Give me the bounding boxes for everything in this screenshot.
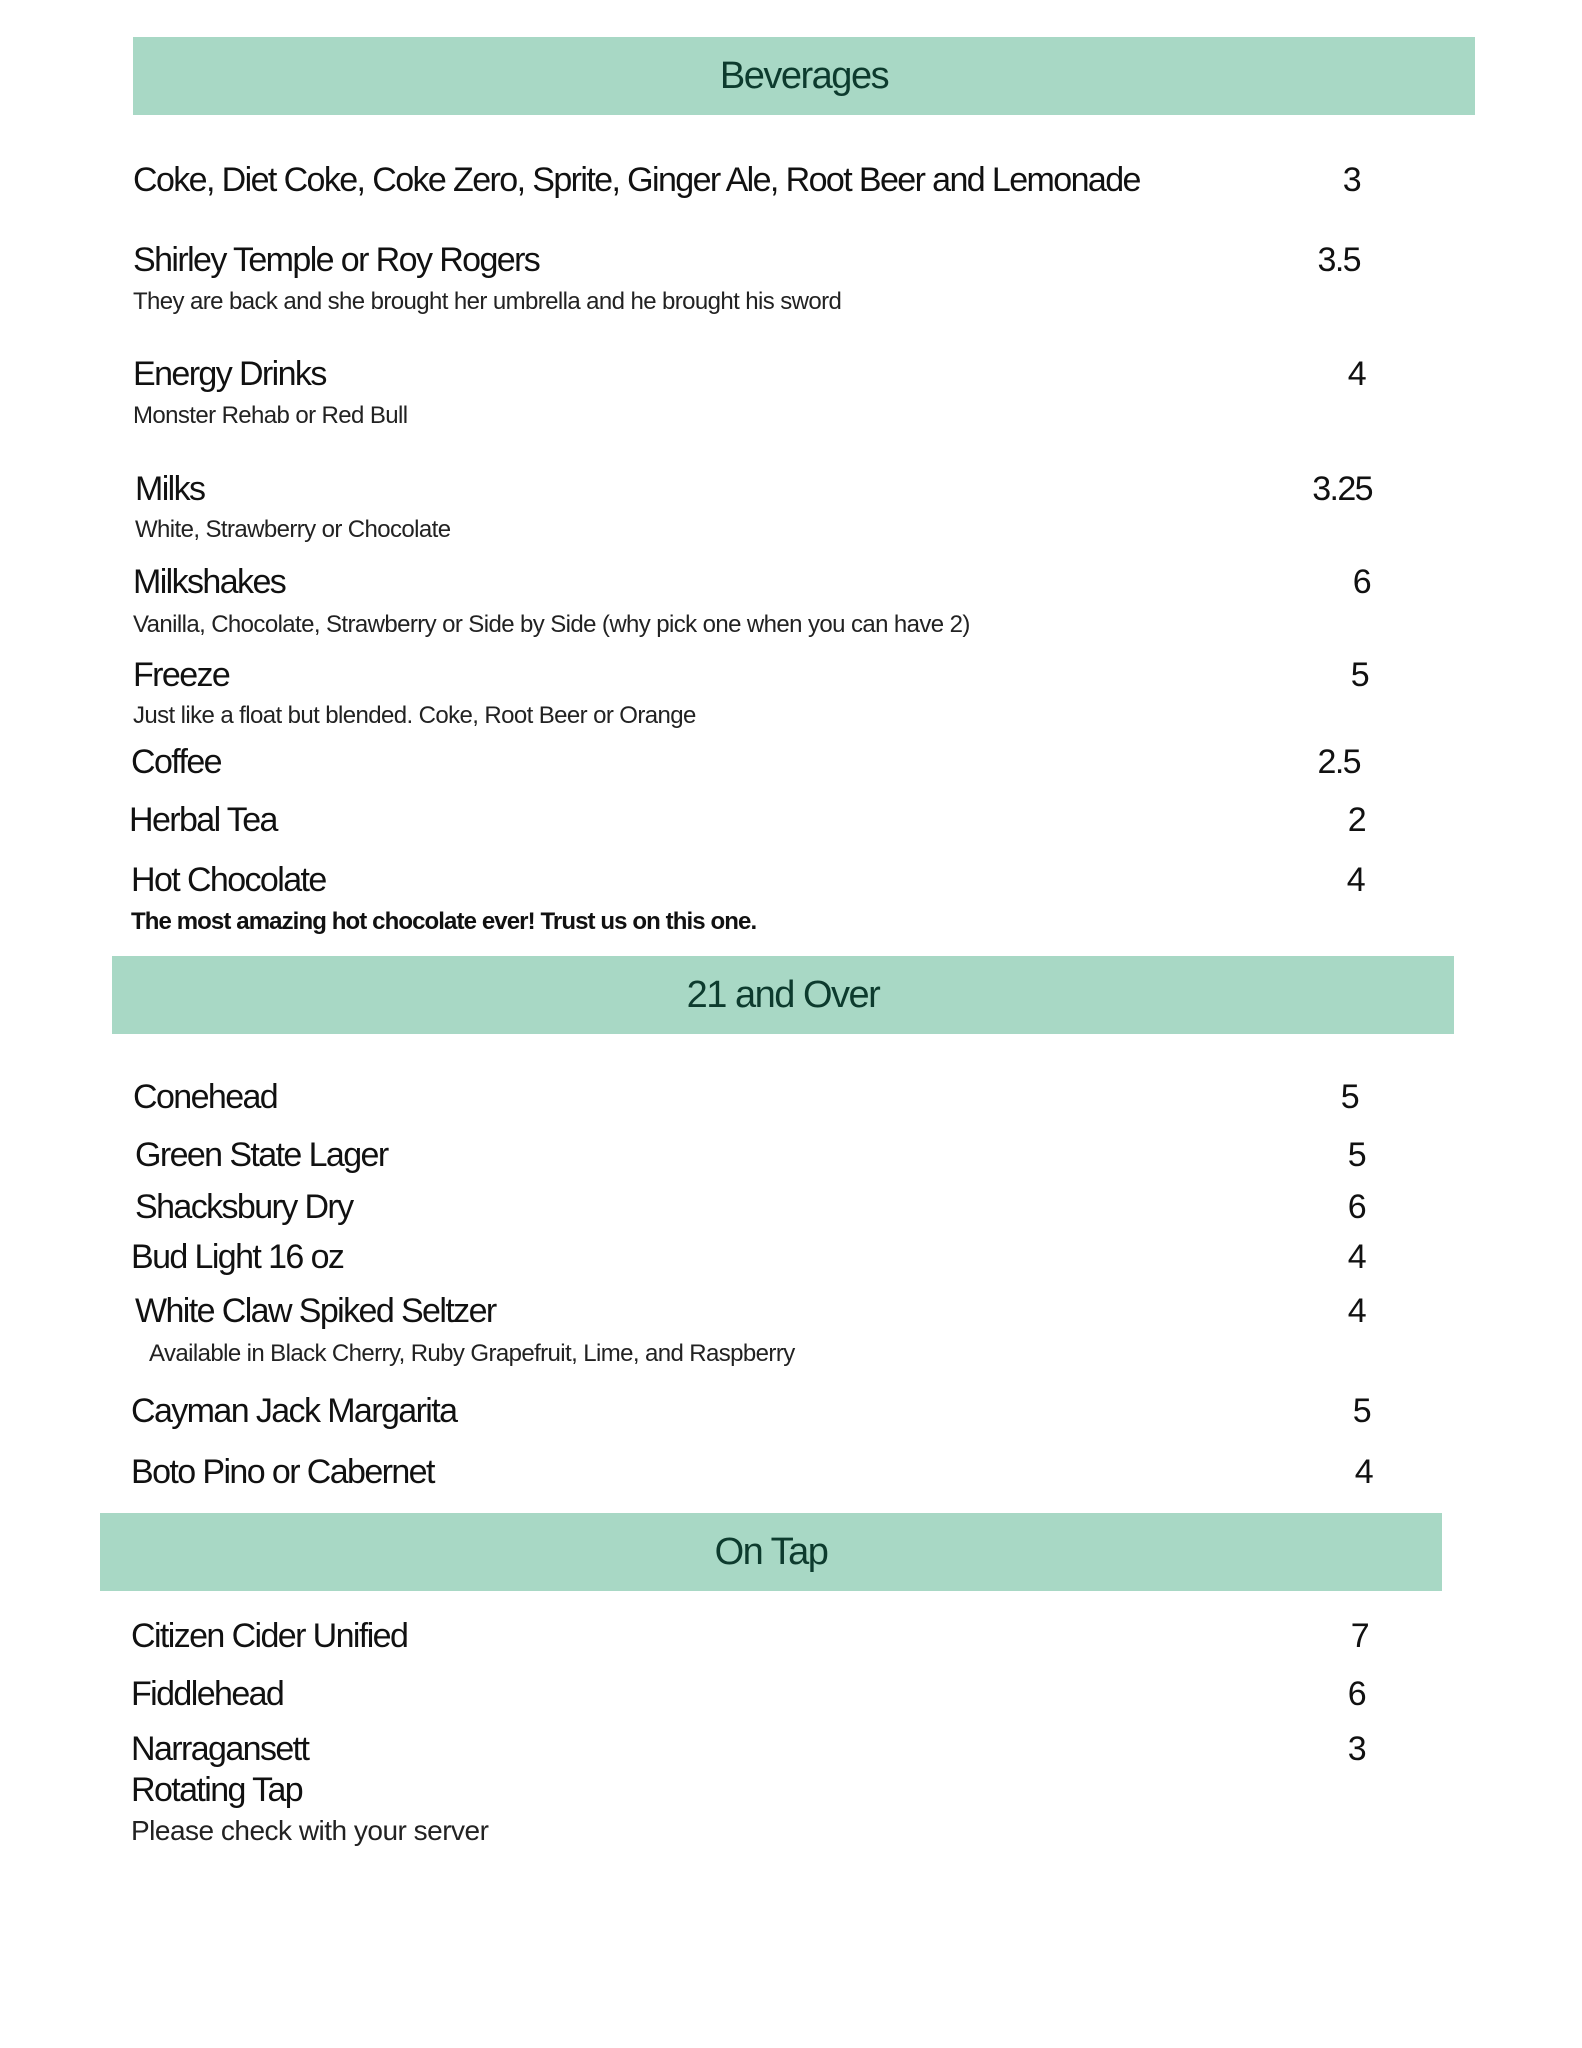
menu-item-description: Please check with your server	[131, 1815, 489, 1846]
menu-item-name: Freeze	[133, 656, 230, 694]
menu-item-price: 6	[1347, 1675, 1365, 1713]
menu-item-price: 6	[1347, 1188, 1365, 1226]
menu-item-price: 3	[1347, 1730, 1365, 1768]
menu-item-description: Available in Black Cherry, Ruby Grapefruit, Lime, and Raspberry	[149, 1340, 795, 1367]
menu-item-name: Fiddlehead	[131, 1675, 284, 1713]
menu-item-name: Green State Lager	[135, 1136, 388, 1174]
menu-item-description: Vanilla, Chocolate, Strawberry or Side by Side (why pick one when you can have 2)	[133, 611, 970, 638]
menu-item-price: 4	[1347, 355, 1365, 393]
menu-item-name: Milkshakes	[133, 563, 286, 601]
menu-item-description: Monster Rehab or Red Bull	[133, 402, 408, 429]
menu-item-name: Rotating Tap	[131, 1771, 303, 1809]
menu-item-name: Hot Chocolate	[131, 861, 326, 899]
menu-item-name: Bud Light 16 oz	[131, 1238, 344, 1276]
menu-item-description: Just like a float but blended. Coke, Root Beer or Orange	[133, 702, 696, 729]
section-title: 21 and Over	[686, 973, 880, 1016]
menu-item-name: Conehead	[133, 1078, 278, 1116]
menu-item-price: 3	[1342, 161, 1360, 199]
menu-item-name: Coffee	[131, 743, 221, 781]
menu-item-name: Narragansett	[131, 1730, 309, 1768]
section-title: On Tap	[714, 1530, 828, 1573]
menu-item-price: 5	[1340, 1078, 1358, 1116]
menu-item-description: The most amazing hot chocolate ever! Trust us on this one.	[131, 908, 757, 935]
menu-item-price: 7	[1350, 1617, 1368, 1655]
menu-item-description: They are back and she brought her umbrella and he brought his sword	[133, 288, 842, 315]
menu-item-price: 4	[1354, 1453, 1372, 1491]
menu-item-price: 4	[1347, 1292, 1365, 1330]
menu-item-name: Shirley Temple or Roy Rogers	[133, 241, 540, 279]
section-header-on-tap	[100, 1513, 1442, 1591]
menu-item-description: White, Strawberry or Chocolate	[135, 516, 451, 543]
menu-item-price: 2.5	[1317, 743, 1360, 781]
menu-item-name: White Claw Spiked Seltzer	[135, 1292, 496, 1330]
menu-item-price: 5	[1347, 1136, 1365, 1174]
menu-item-price: 5	[1350, 656, 1368, 694]
menu-item-price: 4	[1347, 1238, 1365, 1276]
menu-item-price: 6	[1352, 563, 1370, 601]
menu-item-name: Shacksbury Dry	[135, 1188, 353, 1226]
section-title: Beverages	[719, 54, 889, 97]
menu-item-price: 2	[1347, 801, 1365, 839]
menu-item-price: 4	[1346, 861, 1364, 899]
menu-item-price: 3.5	[1317, 241, 1360, 279]
menu-item-name: Coke, Diet Coke, Coke Zero, Sprite, Ginger Ale, Root Beer and Lemonade	[133, 161, 1140, 199]
menu-item-name: Boto Pino or Cabernet	[131, 1453, 434, 1491]
section-header-21-and-over	[112, 956, 1454, 1034]
section-header-beverages	[133, 37, 1475, 115]
menu-item-name: Herbal Tea	[129, 801, 277, 839]
menu-item-price: 5	[1352, 1392, 1370, 1430]
menu-item-name: Milks	[135, 470, 205, 508]
menu-item-name: Cayman Jack Margarita	[131, 1392, 457, 1430]
menu-item-name: Citizen Cider Unified	[131, 1617, 408, 1655]
menu-item-name: Energy Drinks	[133, 355, 326, 393]
menu-item-price: 3.25	[1312, 470, 1372, 508]
